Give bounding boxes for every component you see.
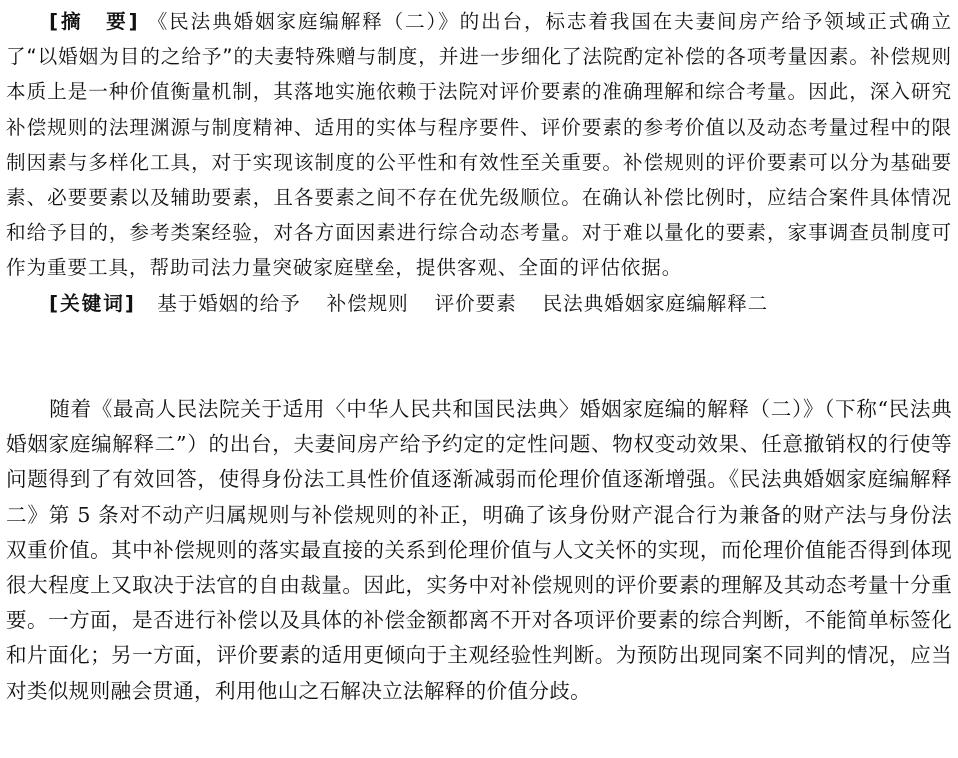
abstract-text: 《民法典婚姻家庭编解释（二）》的出台，标志着我国在夫妻间房产给予领域正式确立了“以婚姻为目的之给予”的夫妻特殊赠与制度，并进一步细化了法院酌定补偿的各项考量因素。补偿规则本质上是一种价值衡量机制，其落地实施依赖于法院对评价要素的准确理解和综合考量。因此，深入研究补偿规则的法理渊源与制度精神、适用的实体与程序要件、评价要素的参考价值以及动态考量过程中的限制因素与多样化工具，对于实现该制度的公平性和有效性至关重要。补偿规则的评价要素可以分为基础要素、必要要素以及辅助要素，且各要素之间不存在优先级顺位。在确认补偿比例时，应结合案件具体情况和给予目的，参考类案经验，对各方面因素进行综合动态考量。对于难以量化的要素，家事调查员制度可作为重要工具，帮助司法力量突破家庭壁垒，提供客观、全面的评估依据。 — [6, 10, 952, 280]
body-paragraph: 随着《最高人民法院关于适用〈中华人民共和国民法典〉婚姻家庭编的解释（二）》（下称“民法典婚姻家庭编解释二”）的出台，夫妻间房产给予约定的定性问题、物权变动效果、任意撤销权的行使等问题得到了有效回答，使得身份法工具性价值逐渐减弱而伦理价值逐渐增强。《民法典婚姻家庭编解释二》第 5 条对不动产归属规则与补偿规则的补正，明确了该身份财产混合行为兼备的财产法与身份法双重价值。其中补偿规则的落实最直接的关系到伦理价值与人文关怀的实现，而伦理价值能否得到体现很大程度上又取决于法官的自由裁量。因此，实务中对补偿规则的评价要素的理解及其动态考量十分重要。一方面，是否进行补偿以及具体的补偿金额都离不开对各项评价要素的综合判断，不能简单标签化和片面化；另一方面，评价要素的适用更倾向于主观经验性判断。为预防出现同案不同判的情况，应当对类似规则融会贯通，利用他山之石解决立法解释的价值分歧。 — [6, 397, 952, 703]
abstract-paragraph — [6, 4, 952, 286]
keywords-label: [关键词] — [49, 291, 136, 315]
keyword-item: 补偿规则 — [326, 291, 409, 315]
keyword-item: 评价要素 — [434, 291, 517, 315]
keyword-item: 民法典婚姻家庭编解释二 — [542, 291, 769, 315]
abstract-label: [摘 要] — [49, 10, 140, 33]
keywords-line — [6, 286, 952, 321]
keyword-item: 基于婚姻的给予 — [157, 291, 301, 315]
